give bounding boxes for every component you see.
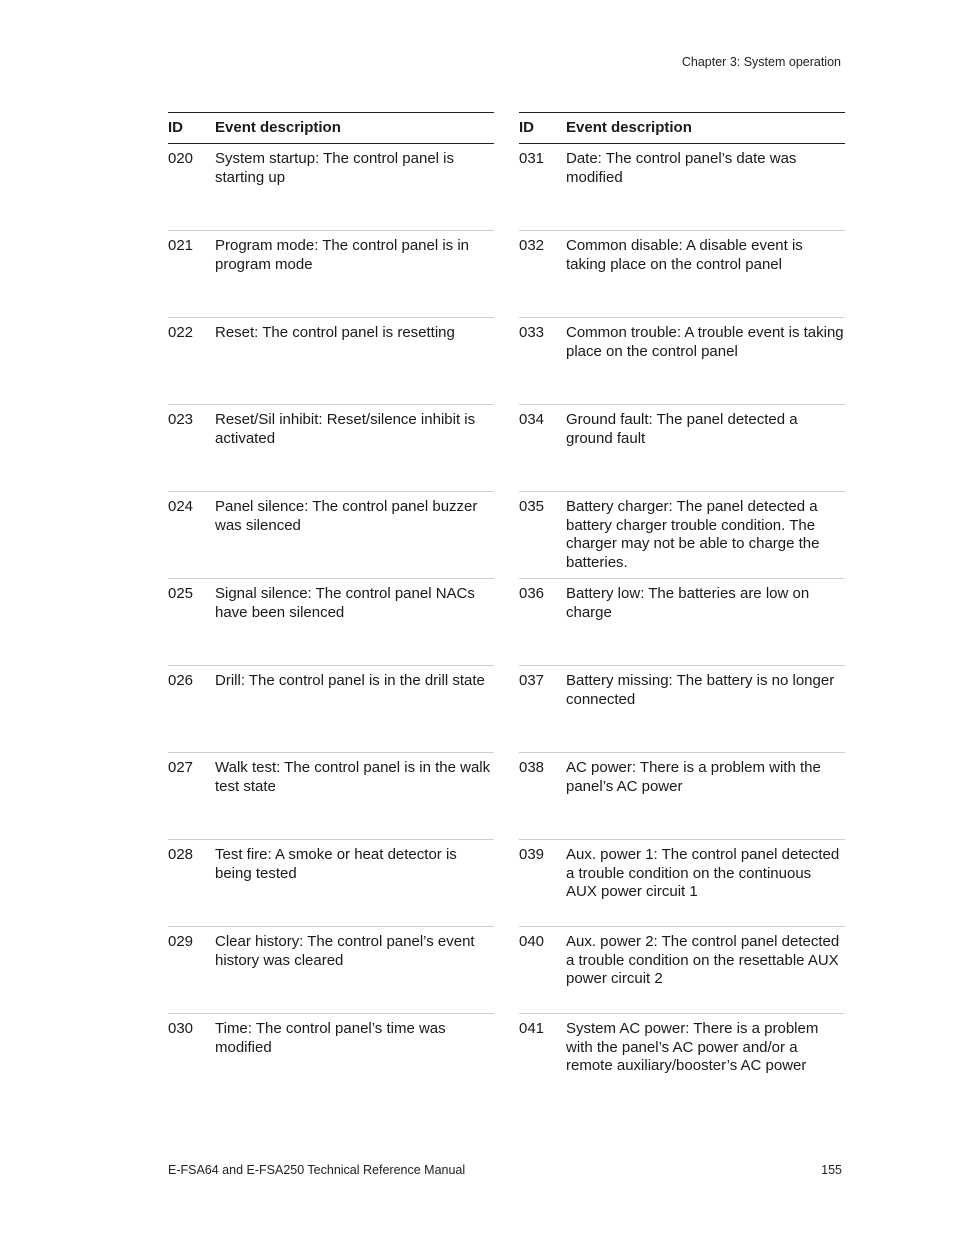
event-description: Test fire: A smoke or heat detector is being tested (215, 840, 494, 927)
event-table-right (519, 112, 845, 1101)
event-id: 030 (168, 1020, 194, 1037)
table-row (519, 1014, 845, 1101)
id-column-header: ID (519, 113, 566, 144)
event-id: 028 (168, 840, 215, 927)
event-description: System AC power: There is a problem with the panel’s AC power and/or a remote auxiliary/booster’s AC power (566, 1020, 819, 1075)
table-row (168, 405, 494, 492)
event-id: 023 (168, 405, 215, 492)
event-description: Signal silence: The control panel NACs have been silenced (215, 579, 494, 666)
id-column-header: ID (168, 113, 215, 144)
table-row (519, 753, 845, 840)
event-description: Ground fault: The panel detected a ground fault (566, 405, 845, 492)
table-header-row (519, 113, 845, 144)
event-id: 041 (519, 1020, 545, 1037)
event-description: AC power: There is a problem with the panel’s AC power (566, 753, 845, 840)
event-description: Battery charger: The panel detected a battery charger trouble condition. The charger may not be able to charge the batteries. (566, 492, 845, 579)
table-row (168, 231, 494, 318)
description-column-header: Event description (215, 113, 494, 144)
footer-page-number: 155 (821, 1163, 842, 1177)
table-row (168, 753, 494, 840)
event-description: Clear history: The control panel’s event history was cleared (215, 927, 494, 1014)
event-description: Date: The control panel’s date was modified (566, 144, 845, 231)
event-id: 029 (168, 927, 215, 1014)
event-id: 020 (168, 144, 215, 231)
table-row (519, 405, 845, 492)
event-description: Drill: The control panel is in the drill state (215, 666, 494, 753)
table-row (168, 492, 494, 579)
table-row (519, 927, 845, 1014)
event-id: 025 (168, 579, 215, 666)
event-description: Panel silence: The control panel buzzer was silenced (215, 492, 494, 579)
event-description: Reset: The control panel is resetting (215, 318, 494, 405)
event-description: Program mode: The control panel is in program mode (215, 231, 494, 318)
event-id: 031 (519, 144, 566, 231)
event-id: 027 (168, 753, 215, 840)
table-row (519, 492, 845, 579)
event-description: Reset/Sil inhibit: Reset/silence inhibit is activated (215, 405, 494, 492)
table-row (519, 840, 845, 927)
event-description: Battery missing: The battery is no longer connected (566, 666, 845, 753)
event-id: 037 (519, 666, 566, 753)
event-description: Aux. power 1: The control panel detected a trouble condition on the continuous AUX power circuit 1 (566, 840, 845, 927)
event-id: 021 (168, 231, 215, 318)
table-row (519, 666, 845, 753)
event-id: 034 (519, 405, 566, 492)
event-id: 035 (519, 492, 566, 579)
table-row (168, 144, 494, 231)
table-row (168, 840, 494, 927)
event-description: System startup: The control panel is starting up (215, 144, 494, 231)
event-id: 032 (519, 231, 566, 318)
event-id: 026 (168, 666, 215, 753)
table-row (519, 579, 845, 666)
event-description: Battery low: The batteries are low on charge (566, 579, 845, 666)
event-description: Walk test: The control panel is in the walk test state (215, 753, 494, 840)
event-id: 022 (168, 318, 215, 405)
event-description: Aux. power 2: The control panel detected a trouble condition on the resettable AUX power circuit 2 (566, 927, 845, 1014)
table-row (519, 231, 845, 318)
table-header-row (168, 113, 494, 144)
table-row (168, 666, 494, 753)
event-id: 038 (519, 753, 566, 840)
event-table-left (168, 112, 494, 1101)
event-id: 036 (519, 579, 566, 666)
event-id: 039 (519, 840, 566, 927)
table-row (168, 318, 494, 405)
table-row (168, 927, 494, 1014)
table-row (168, 579, 494, 666)
event-description: Common disable: A disable event is taking place on the control panel (566, 231, 845, 318)
footer-manual-title: E-FSA64 and E-FSA250 Technical Reference Manual (168, 1163, 466, 1177)
table-row (168, 1014, 494, 1101)
description-column-header: Event description (566, 113, 845, 144)
event-description: Common trouble: A trouble event is taking place on the control panel (566, 318, 845, 405)
running-header: Chapter 3: System operation (681, 55, 841, 69)
event-id: 040 (519, 927, 566, 1014)
event-id: 024 (168, 492, 215, 579)
event-id: 033 (519, 318, 566, 405)
table-row (519, 318, 845, 405)
event-description: Time: The control panel’s time was modified (215, 1020, 446, 1056)
table-row (519, 144, 845, 231)
